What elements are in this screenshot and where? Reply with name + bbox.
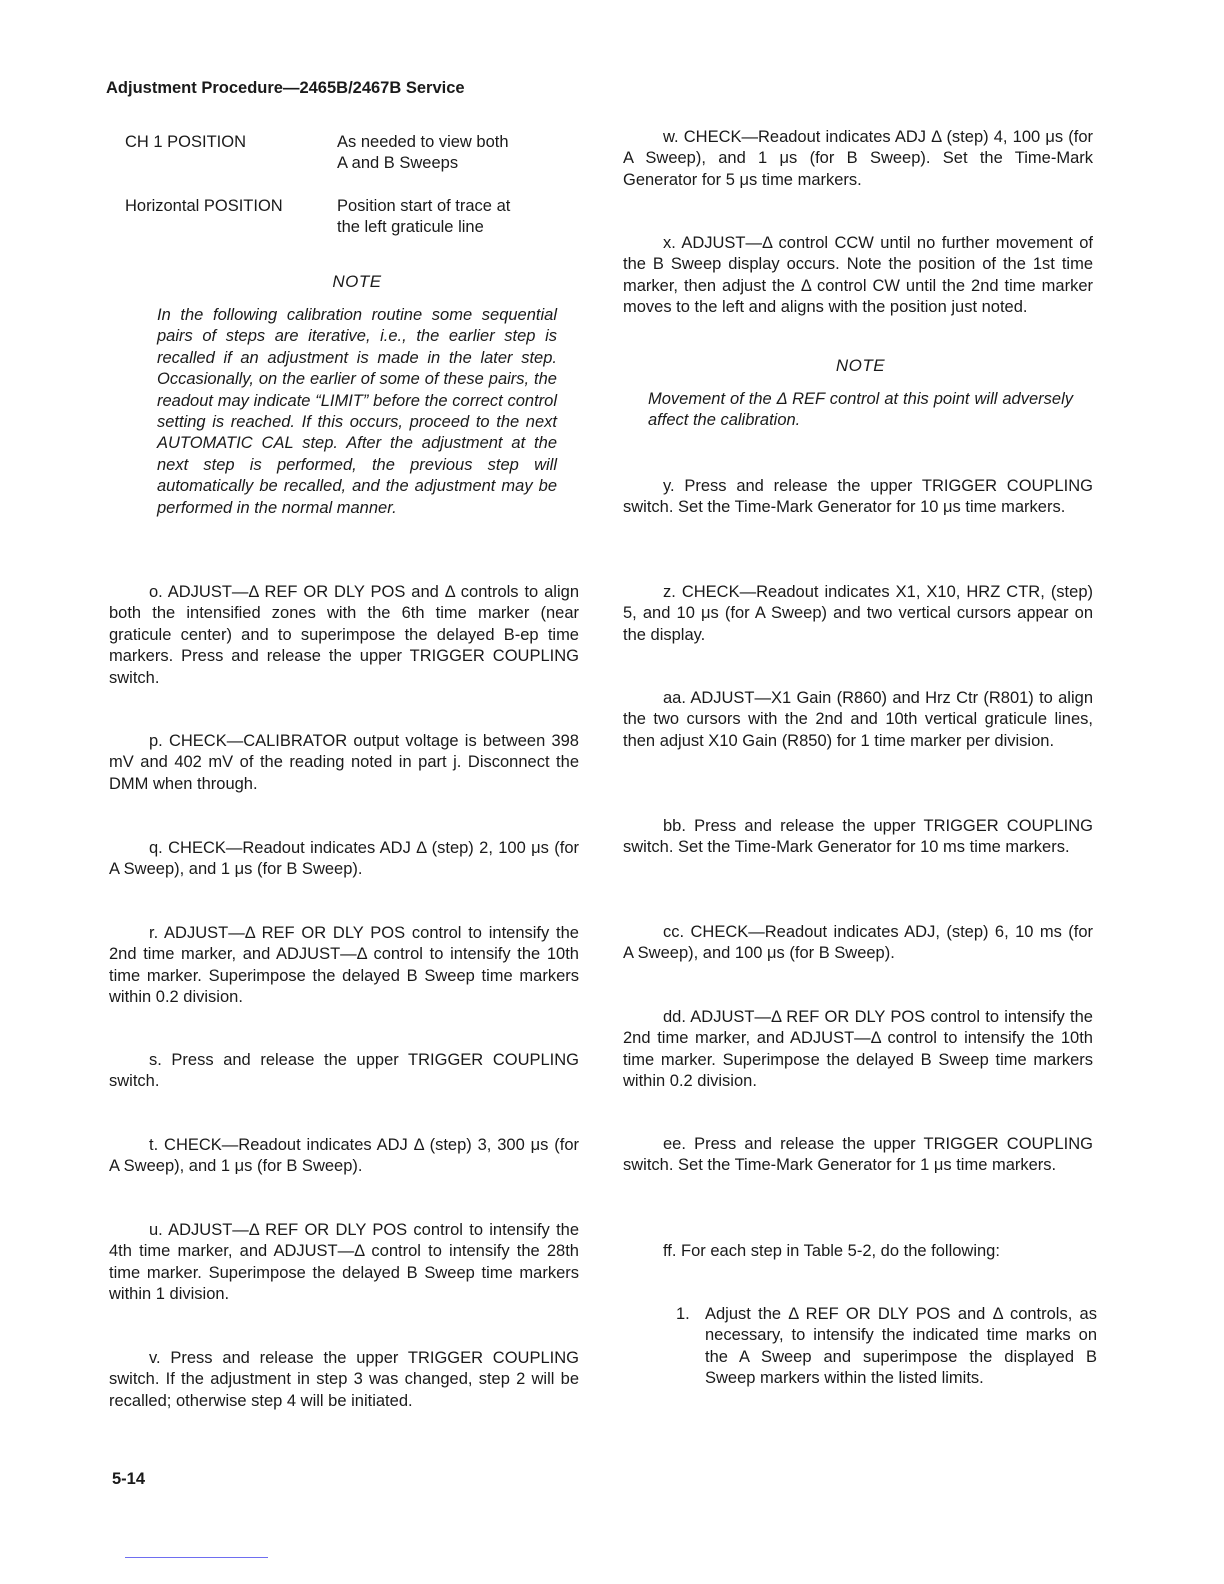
setting-value-horizontal-position: Position start of trace at the left graticule line bbox=[337, 197, 511, 237]
note-text-right: Movement of the Δ REF control at this point will adversely affect the calibration. bbox=[648, 390, 1073, 430]
step-ff: ff. For each step in Table 5-2, do the following: bbox=[663, 1242, 1000, 1260]
note-title-left: NOTE bbox=[332, 272, 382, 291]
step-r: r. ADJUST—Δ REF OR DLY POS control to intensify the 2nd time marker, and ADJUST—Δ control to intensify the 10th time marker. Superimpose the delayed B Sweep time markers within 0.2 division. bbox=[109, 924, 579, 1007]
step-ee: ee. Press and release the upper TRIGGER COUPLING switch. Set the Time-Mark Generator for 1 μs time markers. bbox=[623, 1135, 1093, 1175]
step-cc: cc. CHECK—Readout indicates ADJ, (step) 6, 10 ms (for A Sweep), and 100 μs (for B Sweep). bbox=[623, 923, 1093, 963]
page-header: Adjustment Procedure—2465B/2467B Service bbox=[106, 79, 465, 97]
step-q: q. CHECK—Readout indicates ADJ Δ (step) 2, 100 μs (for A Sweep), and 1 μs (for B Sweep). bbox=[109, 839, 579, 879]
step-bb: bb. Press and release the upper TRIGGER COUPLING switch. Set the Time-Mark Generator for 10 ms time markers. bbox=[623, 817, 1093, 857]
note-text-left: In the following calibration routine some sequential pairs of steps are iterative, i.e., the earlier step is recalled if an adjustment is made in the later step. Occasionally, on the earlier of some of these pairs, the readout may indicate “LIMIT” before the correct control setting is reached. If this occurs, proceed to the next AUTOMATIC CAL step. After the adjustment at the next step is performed, the previous step will automatically be recalled, and the adjustment may be performed in the normal manner. bbox=[157, 306, 557, 517]
footer-rule bbox=[125, 1557, 268, 1558]
step-z: z. CHECK—Readout indicates X1, X10, HRZ CTR, (step) 5, and 10 μs (for A Sweep) and two vertical cursors appear on the display. bbox=[623, 583, 1093, 644]
setting-value-ch1-position: As needed to view both A and B Sweeps bbox=[337, 133, 509, 173]
step-y: y. Press and release the upper TRIGGER COUPLING switch. Set the Time-Mark Generator for 10 μs time markers. bbox=[623, 477, 1093, 517]
step-w: w. CHECK—Readout indicates ADJ Δ (step) 4, 100 μs (for A Sweep), and 1 μs (for B Sweep). Set the Time-Mark Generator for 5 μs time markers. bbox=[623, 128, 1093, 189]
note-title-right: NOTE bbox=[835, 356, 886, 375]
sub-step-text: Adjust the Δ REF OR DLY POS and Δ controls, as necessary, to intensify the indicated time marks on the A Sweep and superimpose the displayed B Sweep markers within the listed limits. bbox=[705, 1305, 1097, 1388]
page-number: 5-14 bbox=[112, 1470, 146, 1488]
step-t: t. CHECK—Readout indicates ADJ Δ (step) 3, 300 μs (for A Sweep), and 1 μs (for B Sweep). bbox=[109, 1136, 579, 1176]
setting-label-ch1-position: CH 1 POSITION bbox=[125, 133, 247, 151]
step-u: u. ADJUST—Δ REF OR DLY POS control to intensify the 4th time marker, and ADJUST—Δ control to intensify the 28th time marker. Superimpose the delayed B Sweep time markers within 1 division. bbox=[109, 1221, 579, 1304]
sub-step-number: 1. bbox=[676, 1305, 690, 1323]
step-x: x. ADJUST—Δ control CCW until no further movement of the B Sweep display occurs. Note the position of the 1st time marker, then adjust the Δ control CW until the 2nd time marker moves to the left and aligns with the position just noted. bbox=[623, 234, 1093, 317]
step-aa: aa. ADJUST—X1 Gain (R860) and Hrz Ctr (R801) to align the two cursors with the 2nd and 10th vertical graticule lines, then adjust X10 Gain (R850) for 1 time marker per division. bbox=[623, 689, 1093, 750]
step-s: s. Press and release the upper TRIGGER COUPLING switch. bbox=[109, 1051, 579, 1091]
step-o: o. ADJUST—Δ REF OR DLY POS and Δ controls to align both the intensified zones with the 6th time marker (near graticule center) and to superimpose the delayed B-ep time markers. Press and release the upper TRIGGER COUPLING switch. bbox=[109, 583, 579, 687]
step-dd: dd. ADJUST—Δ REF OR DLY POS control to intensify the 2nd time marker, and ADJUST—Δ control to intensify the 10th time marker. Superimpose the delayed B Sweep time markers within 0.2 division. bbox=[623, 1008, 1093, 1091]
setting-label-horizontal-position: Horizontal POSITION bbox=[125, 197, 283, 215]
step-p: p. CHECK—CALIBRATOR output voltage is between 398 mV and 402 mV of the reading noted in part j. Disconnect the DMM when through. bbox=[109, 732, 579, 793]
step-v: v. Press and release the upper TRIGGER COUPLING switch. If the adjustment in step 3 was changed, step 2 will be recalled; otherwise step 4 will be initiated. bbox=[109, 1349, 579, 1410]
